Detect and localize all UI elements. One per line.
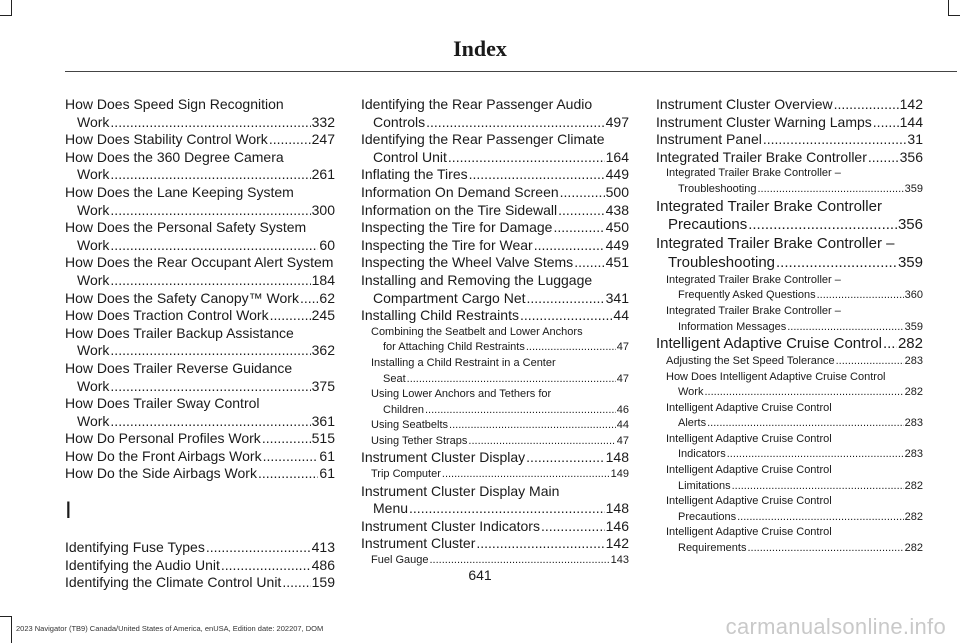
index-entry-text: Identifying Fuse Types <box>65 539 205 556</box>
dot-leader <box>836 354 904 370</box>
dot-leader <box>763 131 907 149</box>
index-entry-text: Inspecting the Wheel Valve Stems <box>361 254 574 271</box>
index-entry <box>361 219 629 237</box>
index-entry-text: Work <box>77 166 110 183</box>
index-column-1 <box>65 96 335 592</box>
index-page-link[interactable]: 438 <box>605 201 629 218</box>
index-page-link[interactable]: 449 <box>605 166 629 183</box>
index-entry <box>65 290 335 308</box>
index-entry <box>361 184 629 202</box>
index-entry-text: for Attaching Child Restraints <box>383 341 525 354</box>
index-entry <box>656 114 923 132</box>
dot-leader <box>449 418 616 434</box>
dot-leader <box>737 510 904 526</box>
index-entry <box>656 235 923 273</box>
index-entry <box>65 448 335 466</box>
index-entry-text: Intelligent Adaptive Cruise Control <box>666 464 832 477</box>
index-entry-text: Work <box>77 342 110 359</box>
index-entry <box>361 535 629 553</box>
dot-leader <box>732 479 904 495</box>
index-page-link[interactable]: 164 <box>605 148 629 165</box>
index-entry-text: Instrument Panel <box>656 131 762 148</box>
dot-leader <box>526 340 616 356</box>
index-page-link[interactable]: 283 <box>904 354 923 367</box>
index-column-2 <box>361 96 629 569</box>
dot-leader <box>776 254 897 273</box>
index-entry-text: Integrated Trailer Brake Controller <box>656 148 867 165</box>
index-entry-text: How Does the Rear Occupant Alert System <box>65 254 334 271</box>
index-entry-text: Adjusting the Set Speed Tolerance <box>666 354 835 367</box>
dot-leader <box>110 202 310 220</box>
index-entry-text: Installing Child Restraints <box>361 307 519 324</box>
index-entry <box>65 465 335 483</box>
dot-leader <box>258 465 318 483</box>
dot-leader <box>263 448 319 466</box>
index-entry-text: Controls <box>373 113 426 130</box>
dot-leader <box>707 416 904 432</box>
index-entry-text: Seat <box>383 372 406 385</box>
dot-leader <box>560 184 605 202</box>
dot-leader <box>757 182 903 198</box>
index-page-link[interactable]: 356 <box>899 148 923 165</box>
index-entry-text: Instrument Cluster Display Main <box>361 482 560 499</box>
index-entry-text: Compartment Cargo Net <box>373 289 526 306</box>
index-column-3 <box>656 96 923 557</box>
index-page-link[interactable]: 184 <box>311 271 335 288</box>
index-entry-text: Information on the Tire Sidewall <box>361 201 558 218</box>
index-entry-text: Precautions <box>668 216 748 234</box>
dot-leader <box>558 202 605 220</box>
index-page-link[interactable]: 359 <box>904 320 923 333</box>
index-entry-text: Integrated Trailer Brake Controller – <box>656 235 895 253</box>
index-page-link[interactable]: 486 <box>311 556 335 573</box>
index-entry-text: Integrated Trailer Brake Controller <box>656 197 882 215</box>
index-entry-text: Instrument Cluster Warning Lamps <box>656 113 872 130</box>
index-entry-text: Inspecting the Tire for Damage <box>361 219 553 236</box>
index-page-link[interactable]: 60 <box>319 236 335 253</box>
dot-leader <box>425 403 616 419</box>
index-entry <box>656 335 923 354</box>
index-page-link[interactable]: 359 <box>904 182 923 195</box>
index-entry-text: How Does Trailer Backup Assistance <box>65 324 294 341</box>
index-page-link[interactable]: 515 <box>311 430 335 447</box>
index-page-link[interactable]: 282 <box>904 542 923 555</box>
dot-leader <box>868 149 899 167</box>
dot-leader <box>541 518 605 536</box>
dot-leader <box>817 288 904 304</box>
index-entry-text: Instrument Cluster Indicators <box>361 517 540 534</box>
index-entry-text: How Does Stability Control Work <box>65 131 268 148</box>
index-page-link[interactable]: 245 <box>311 307 335 324</box>
index-entry-text: Trip Computer <box>371 468 441 481</box>
index-page-link[interactable]: 61 <box>319 447 335 464</box>
dot-leader <box>527 290 605 308</box>
header-divider <box>65 71 957 72</box>
dot-leader <box>574 254 604 272</box>
index-entry-text: Work <box>678 386 704 399</box>
index-page-link[interactable]: 375 <box>311 377 335 394</box>
index-entry <box>65 360 335 395</box>
index-entry <box>65 184 335 219</box>
index-page-link[interactable]: 500 <box>605 183 629 200</box>
index-entry-text: Work <box>77 201 110 218</box>
index-entry-text: Identifying the Rear Passenger Climate <box>361 131 605 148</box>
index-entry <box>361 418 629 434</box>
crop-mark <box>0 15 12 16</box>
index-entry-text: How Does Trailer Sway Control <box>65 395 260 412</box>
index-page-link[interactable]: 148 <box>605 449 629 466</box>
dot-leader <box>469 166 605 184</box>
index-page-link[interactable]: 356 <box>897 216 923 234</box>
index-page-link[interactable]: 300 <box>311 201 335 218</box>
index-page-link[interactable]: 283 <box>904 448 923 461</box>
index-page-link[interactable]: 282 <box>904 386 923 399</box>
dot-leader <box>748 216 897 235</box>
dot-leader <box>787 320 903 336</box>
index-entry <box>361 96 629 131</box>
index-entry-text: Troubleshooting <box>678 182 757 195</box>
index-entry-text: Inspecting the Tire for Wear <box>361 236 533 253</box>
dot-leader <box>747 541 903 557</box>
dot-leader <box>426 114 605 132</box>
index-entry-text: Indicators <box>678 448 726 461</box>
dot-leader <box>727 447 904 463</box>
crop-mark <box>948 15 960 16</box>
index-page-link[interactable]: 497 <box>605 113 629 130</box>
dot-leader <box>110 114 310 132</box>
index-entry-text: How Does the Safety Canopy™ Work <box>65 289 299 306</box>
index-page-link[interactable]: 62 <box>319 289 335 306</box>
index-entry <box>65 96 335 131</box>
dot-leader <box>448 149 605 167</box>
dot-leader <box>409 500 605 518</box>
index-page-link[interactable]: 332 <box>311 113 335 130</box>
page-title: Index <box>453 36 507 61</box>
dot-leader <box>110 237 318 255</box>
index-entry <box>656 96 923 114</box>
dot-leader <box>110 342 310 360</box>
index-entry-text: Requirements <box>678 542 747 555</box>
index-entry <box>656 131 923 149</box>
index-entry <box>361 449 629 467</box>
dot-leader <box>110 166 310 184</box>
index-entry <box>656 370 923 401</box>
index-entry <box>65 254 335 289</box>
index-entry <box>656 273 923 304</box>
page-number: 641 <box>468 567 492 583</box>
dot-leader <box>526 449 604 467</box>
crop-mark <box>948 0 949 16</box>
index-page-link[interactable]: 46 <box>616 403 629 416</box>
index-entry-text: Instrument Cluster Display <box>361 449 526 466</box>
index-entry <box>361 325 629 356</box>
index-page-link[interactable]: 149 <box>610 468 629 481</box>
index-entry-text: Integrated Trailer Brake Controller – <box>666 167 841 180</box>
dot-leader <box>476 535 604 553</box>
index-entry <box>361 434 629 450</box>
index-entry-text: How Do the Front Airbags Work <box>65 447 262 464</box>
index-entry-text: How Does the Personal Safety System <box>65 219 307 236</box>
index-page-link[interactable]: 413 <box>311 539 335 556</box>
index-entry <box>65 395 335 430</box>
index-entry <box>65 149 335 184</box>
index-entry-text: Using Lower Anchors and Tethers for <box>371 388 552 401</box>
index-page-link[interactable]: 450 <box>605 219 629 236</box>
index-entry <box>656 525 923 556</box>
dot-leader <box>262 430 311 448</box>
index-entry <box>656 198 923 236</box>
index-page-link[interactable]: 148 <box>605 500 629 517</box>
index-page-link[interactable]: 142 <box>899 96 923 112</box>
index-entry-text: Troubleshooting <box>668 253 776 271</box>
index-entry-text: Frequently Asked Questions <box>678 289 816 302</box>
index-entry-text: Installing a Child Restraint in a Center <box>371 356 556 369</box>
index-entry <box>65 539 335 557</box>
dot-leader <box>206 539 311 557</box>
index-page-link[interactable]: 283 <box>904 417 923 430</box>
index-entry-text: Using Tether Straps <box>371 434 468 447</box>
index-entry <box>656 149 923 167</box>
index-entry-text: Inflating the Tires <box>361 166 468 183</box>
index-entry <box>65 307 335 325</box>
dot-leader <box>553 219 604 237</box>
dot-leader <box>270 307 311 325</box>
index-page-link[interactable]: 449 <box>605 236 629 253</box>
index-entry-text: Instrument Cluster <box>361 535 476 552</box>
index-page-link[interactable]: 282 <box>897 335 923 353</box>
dot-leader <box>300 290 318 308</box>
index-entry-text: Menu <box>373 500 409 517</box>
index-entry-text: Intelligent Adaptive Cruise Control <box>666 401 832 414</box>
index-entry-text: Control Unit <box>373 148 447 165</box>
index-page-link[interactable]: 47 <box>616 434 629 447</box>
index-page-link[interactable]: 31 <box>907 131 923 148</box>
dot-leader <box>834 96 899 114</box>
dot-leader <box>110 272 310 290</box>
index-entry-text: Limitations <box>678 479 731 492</box>
index-entry-text: Children <box>383 403 424 416</box>
index-page-link[interactable]: 146 <box>605 517 629 534</box>
index-page-link[interactable]: 451 <box>605 254 629 271</box>
index-entry-text: How Do Personal Profiles Work <box>65 430 261 447</box>
dot-leader <box>407 372 616 388</box>
index-entry-text: Work <box>77 236 110 253</box>
index-entry-text: How Does Speed Sign Recognition <box>65 96 284 112</box>
index-page-link[interactable]: 362 <box>311 342 335 359</box>
index-entry <box>361 272 629 307</box>
index-entry-text: How Do the Side Airbags Work <box>65 465 257 482</box>
dot-leader <box>520 307 612 325</box>
crop-mark <box>0 616 12 617</box>
index-entry-text: Integrated Trailer Brake Controller – <box>666 273 841 286</box>
index-entry <box>65 131 335 149</box>
index-entry <box>656 166 923 197</box>
index-entry <box>361 307 629 325</box>
index-letter-heading: I <box>65 497 72 525</box>
index-entry-text: Integrated Trailer Brake Controller – <box>666 304 841 317</box>
index-page-link[interactable]: 359 <box>897 253 923 271</box>
index-entry-text: Work <box>77 271 110 288</box>
index-entry-text: Instrument Cluster Overview <box>656 96 833 112</box>
index-entry-text: How Does Traction Control Work <box>65 307 269 324</box>
index-entry <box>656 463 923 494</box>
index-entry <box>656 432 923 463</box>
index-entry <box>361 518 629 536</box>
index-page-link[interactable]: 360 <box>904 289 923 302</box>
dot-leader <box>873 114 899 132</box>
index-entry-text: Identifying the Rear Passenger Audio <box>361 96 593 112</box>
index-page-link[interactable]: 159 <box>311 574 335 591</box>
index-entry <box>361 254 629 272</box>
index-entry-text: Identifying the Climate Control Unit <box>65 574 282 591</box>
dot-leader <box>442 467 610 483</box>
index-page-link[interactable]: 144 <box>899 113 923 130</box>
index-entry-text: Using Seatbelts <box>371 419 449 432</box>
crop-mark <box>11 616 12 643</box>
index-entry-text: How Does the 360 Degree Camera <box>65 148 284 165</box>
index-entry-text: Intelligent Adaptive Cruise Control <box>656 335 882 353</box>
index-entry <box>65 219 335 254</box>
index-page-link[interactable]: 282 <box>904 510 923 523</box>
index-page-link[interactable]: 261 <box>311 166 335 183</box>
index-entry-text: Intelligent Adaptive Cruise Control <box>666 432 832 445</box>
index-page-link[interactable]: 142 <box>605 535 629 552</box>
index-entry <box>65 430 335 448</box>
index-entry-text: How Does the Lane Keeping System <box>65 183 294 200</box>
index-entry <box>656 494 923 525</box>
index-page-link[interactable]: 61 <box>319 465 335 482</box>
index-entry <box>656 401 923 432</box>
index-entry-text: How Does Intelligent Adaptive Cruise Control <box>666 370 886 383</box>
crop-mark <box>11 0 12 16</box>
index-entry-text: Information Messages <box>678 320 787 333</box>
index-entry-text: Information On Demand Screen <box>361 183 559 200</box>
index-entry <box>361 387 629 418</box>
index-entry-text: Work <box>77 412 110 429</box>
index-entry-text: Fuel Gauge <box>371 554 429 567</box>
index-entry-text: Intelligent Adaptive Cruise Control <box>666 526 832 539</box>
dot-leader <box>110 413 310 431</box>
index-page-link[interactable]: 247 <box>311 131 335 148</box>
index-entry-text: Work <box>77 377 110 394</box>
dot-leader <box>883 335 897 354</box>
dot-leader <box>468 434 615 450</box>
index-entry-text: Installing and Removing the Luggage <box>361 271 593 288</box>
index-entry-text: How Does Trailer Reverse Guidance <box>65 359 293 376</box>
index-entry <box>361 467 629 483</box>
index-entry-text: Intelligent Adaptive Cruise Control <box>666 495 832 508</box>
index-page-link[interactable]: 44 <box>616 419 629 432</box>
index-entry <box>65 325 335 360</box>
index-entry-text: Alerts <box>678 417 707 430</box>
index-entry <box>656 354 923 370</box>
index-page-link[interactable]: 361 <box>311 412 335 429</box>
footer-edition-text: 2023 Navigator (TB9) Canada/United States of America, enUSA, Edition date: 202207, DOM <box>16 624 324 633</box>
index-entry-text: Identifying the Audio Unit <box>65 556 220 573</box>
index-entry-text: Work <box>77 113 110 130</box>
index-entry <box>361 237 629 255</box>
index-entry-text: Combining the Seatbelt and Lower Anchors <box>371 325 583 338</box>
index-entry <box>361 202 629 220</box>
index-page-link[interactable]: 47 <box>616 341 629 354</box>
dot-leader <box>704 385 903 401</box>
index-entry <box>361 131 629 166</box>
index-entry <box>361 356 629 387</box>
index-page-link[interactable]: 282 <box>904 479 923 492</box>
index-page-link[interactable]: 143 <box>610 554 629 567</box>
watermark: carmanualsonline.info <box>725 614 946 639</box>
index-page-link[interactable]: 341 <box>605 289 629 306</box>
dot-leader <box>534 237 605 255</box>
dot-leader <box>110 378 310 396</box>
index-page-link[interactable]: 44 <box>613 307 629 324</box>
dot-leader <box>269 131 311 149</box>
index-entry <box>656 304 923 335</box>
index-entry <box>361 166 629 184</box>
index-entry <box>361 483 629 518</box>
index-page-link[interactable]: 47 <box>616 372 629 385</box>
index-entry-text: Precautions <box>678 510 737 523</box>
